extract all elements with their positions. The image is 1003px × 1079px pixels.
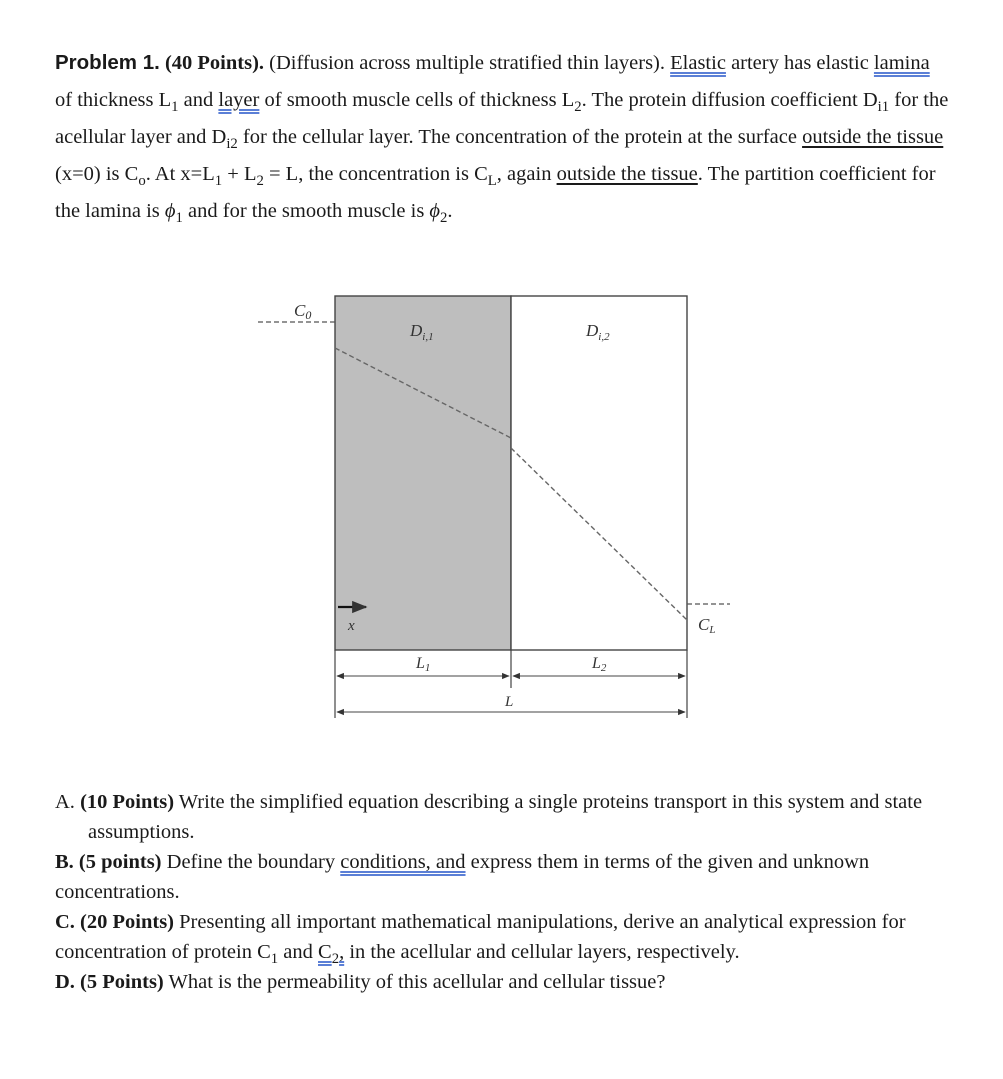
l2-label: L2 — [592, 655, 607, 674]
spell-underline-c2: $C_2$, — [318, 941, 345, 968]
subscript: 2 — [256, 173, 264, 190]
subscript: i2 — [226, 136, 238, 153]
spell-underline-lamina: lamina — [873, 52, 930, 74]
phi-symbol: ϕ — [429, 200, 441, 222]
question-parts — [55, 787, 955, 997]
text: . — [447, 200, 453, 222]
diffusion-layers-diagram — [250, 290, 740, 730]
cl-label: CL — [698, 615, 716, 636]
problem-topic: (Diffusion across multiple stratified thin layers). — [269, 52, 666, 74]
x-label: x — [348, 618, 355, 634]
lamina-layer — [335, 296, 511, 650]
part-a-letter: A. — [55, 791, 75, 813]
part-b — [55, 847, 955, 907]
underline-outside-tissue: outside the tissue — [802, 126, 944, 148]
text: artery has elastic — [731, 52, 869, 74]
problem-paragraph — [55, 44, 950, 230]
text: . At x=L — [145, 163, 215, 185]
c0-label: C0 — [294, 301, 312, 322]
part-c: C. (20 Points) Presenting all important mathematical manipulations, derive an analytical expression for concentration of protein $C_1$ and $C_2$, in the acellular and cellular layers, respectively. — [55, 911, 906, 968]
l-label: L — [505, 694, 514, 710]
subscript: 1 — [171, 99, 179, 116]
problem-header: Problem 1. — [55, 51, 160, 74]
text: , again — [496, 163, 552, 185]
subscript: 2 — [574, 99, 582, 116]
text: of smooth muscle cells of thickness L — [264, 89, 575, 111]
part-b-text: Define the boundary — [166, 851, 336, 873]
text: and for the smooth muscle is — [188, 200, 425, 222]
part-a-text: Write the simplified equation describing a single proteins transport in this system and state assumptions. — [88, 791, 923, 843]
text: for the cellular layer. The concentration of the protein at the surface — [242, 126, 797, 148]
spell-underline-layer: layer — [218, 89, 260, 111]
subscript: 2 — [440, 210, 448, 227]
problem-points: (40 Points). — [164, 52, 265, 74]
part-c-text: in the acellular and cellular layers, respectively. — [349, 941, 740, 963]
part-c-text: C — [318, 941, 332, 963]
text: + L — [227, 163, 257, 185]
spell-underline-conditions: conditions, and — [340, 851, 466, 873]
subscript: L — [487, 173, 497, 190]
part-b-text: express them in terms of the given and unknown concentrations. — [55, 851, 870, 903]
part-a-points: (10 Points) — [80, 791, 175, 813]
d1-label: $D_{i,1}$ — [410, 321, 434, 343]
subscript: o — [138, 173, 146, 190]
text: for the acellular layer and D — [55, 89, 949, 148]
underline-outside-tissue: outside the tissue — [556, 163, 698, 185]
text: . The partition coefficient for the lamina is — [55, 163, 936, 222]
text: of thickness L — [55, 89, 172, 111]
subscript: i1 — [877, 99, 890, 116]
subscript: 1 — [175, 210, 183, 227]
d2-label: $D_{i,2}$ — [586, 321, 610, 343]
spell-underline-elastic: Elastic — [670, 52, 726, 74]
part-c-points: C. (20 Points) — [55, 911, 175, 933]
part-d-points: D. (5 Points) — [55, 971, 164, 993]
text: (x=0) is C — [55, 163, 139, 185]
part-d-text: What is the permeability of this acellular and cellular tissue? — [168, 971, 666, 993]
l1-label: L1 — [416, 655, 431, 674]
part-a — [55, 787, 955, 847]
part-b-points: B. (5 points) — [55, 851, 162, 873]
text: = L, the concentration is C — [268, 163, 488, 185]
subscript: 1 — [214, 173, 223, 190]
part-c-text: Presenting all important mathematical manipulations, derive an analytical expression for concentration of protein C — [55, 911, 906, 963]
part-c-text: and — [283, 941, 313, 963]
problem-statement — [55, 44, 950, 230]
part-d — [55, 967, 955, 997]
text: and — [183, 89, 214, 111]
text: . The protein diffusion coefficient D — [581, 89, 878, 111]
phi-symbol: ϕ — [164, 200, 176, 222]
